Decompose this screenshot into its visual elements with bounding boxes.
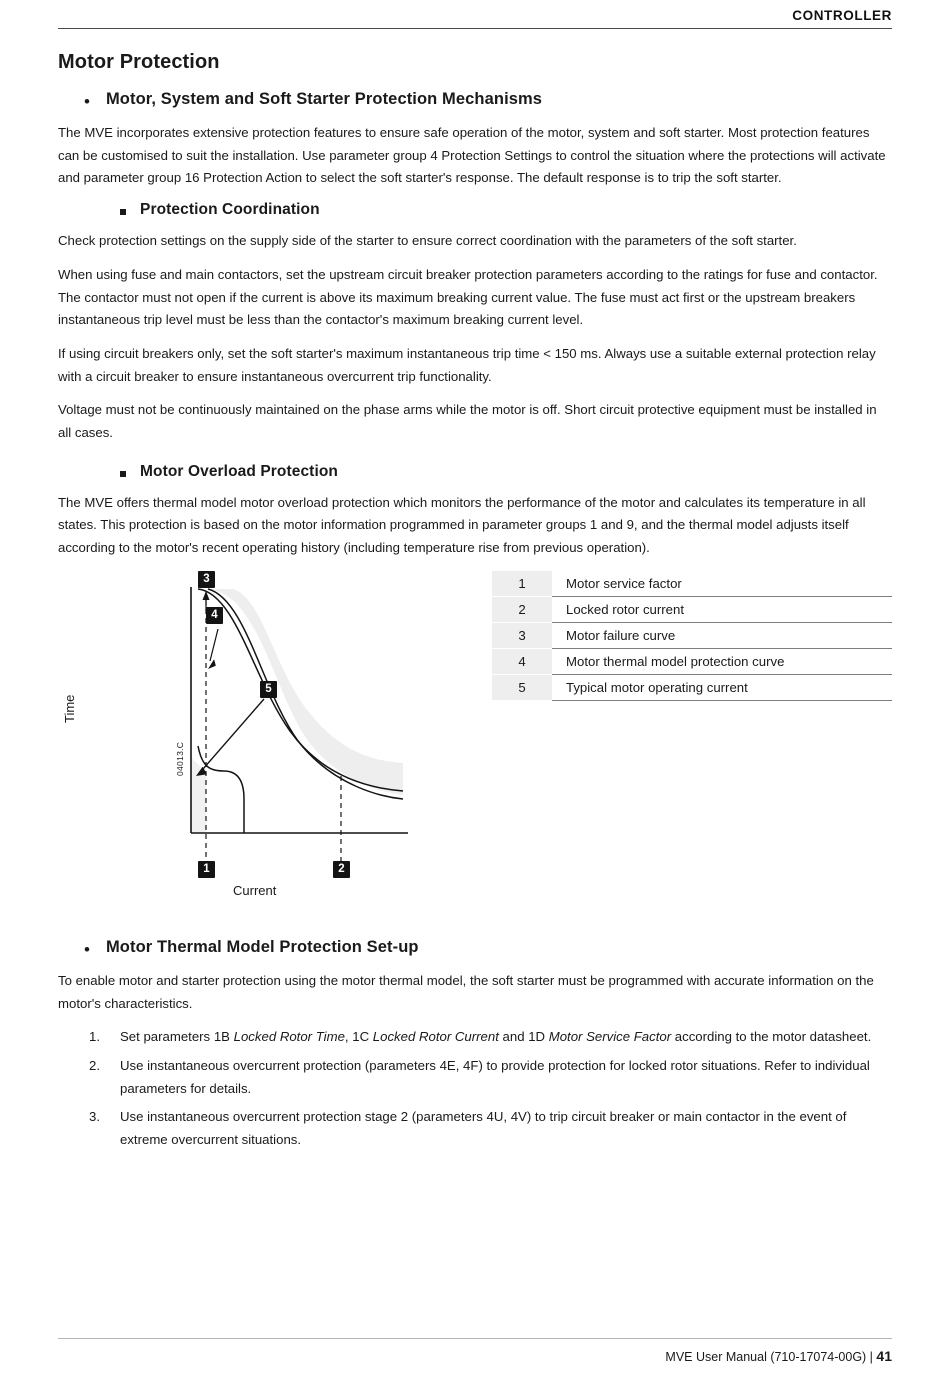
step-text-pre: Set parameters 1B: [120, 1029, 234, 1045]
list-item: [58, 1106, 892, 1151]
step-text-post: according to the motor datasheet.: [671, 1029, 872, 1045]
legend-number: 4: [492, 648, 552, 674]
marker-4: 4: [206, 607, 223, 624]
table-row: [492, 571, 892, 597]
heading-protection-mechanisms: [84, 90, 892, 110]
heading-text: Motor Overload Protection: [140, 462, 338, 480]
paragraph-protection-mechanisms: The MVE incorporates extensive protection features to ensure safe operation of the motor, system and soft starter. Most protection features can be customised to suit the installation. Use parameter group 4 Protection Settings to control the situation where the protections will activate and parameter group 16 Protection Action to select the soft starter's response. The default response is to trip the soft starter.: [58, 125, 886, 186]
legend-number: 2: [492, 596, 552, 622]
table-row: [492, 648, 892, 674]
marker-2: 2: [333, 861, 350, 878]
legend-number: 5: [492, 674, 552, 700]
page-title: Motor Protection: [58, 51, 220, 73]
list-item: [58, 1026, 892, 1049]
paragraph-coordination-4: Voltage must not be continuously maintained on the phase arms while the motor is off. Short circuit protective equipment must be installed in all cases.: [58, 402, 877, 441]
list-item: [58, 1055, 892, 1100]
table-row: [492, 622, 892, 648]
legend-number: 3: [492, 622, 552, 648]
marker-5: 5: [260, 681, 277, 698]
curve-diagram: [58, 571, 478, 921]
bullet-dot-icon: •: [84, 939, 90, 959]
figure-motor-protection-curves: [58, 571, 892, 926]
manual-reference: MVE User Manual (710-17074-00G) |: [665, 1350, 873, 1364]
legend-description: Typical motor operating current: [552, 674, 892, 700]
heading-motor-overload-protection: [120, 463, 892, 481]
setup-steps-list: [58, 1026, 892, 1152]
step-param-locked-rotor-current: Locked Rotor Current: [372, 1029, 499, 1045]
square-bullet-icon: [120, 471, 126, 477]
heading-protection-coordination: [120, 201, 892, 219]
page-footer: [58, 1338, 892, 1364]
y-axis-label: Time: [62, 694, 77, 723]
header-divider: [58, 28, 892, 29]
legend-description: Motor thermal model protection curve: [552, 648, 892, 674]
step-param-locked-rotor-time: Locked Rotor Time: [233, 1029, 345, 1045]
page-number: 41: [876, 1348, 892, 1364]
legend-table: [492, 571, 892, 701]
step-text-mid2: and 1D: [498, 1029, 549, 1045]
legend-description: Motor service factor: [552, 571, 892, 597]
footer-text: [58, 1348, 892, 1364]
bullet-dot-icon: •: [84, 92, 90, 111]
paragraph-coordination-3: If using circuit breakers only, set the soft starter's maximum instantaneous trip time < 150 ms. Always use a suitable external protection relay with a circuit breaker to ensure instantaneous overcurrent trip functionality.: [58, 345, 876, 384]
marker-1: 1: [198, 861, 215, 878]
heading-text: Protection Coordination: [140, 201, 320, 219]
paragraph-motor-overload: The MVE offers thermal model motor overload protection which monitors the performance of the motor and calculates its temperature in all states. This protection is based on the motor information programmed in parameter groups 1 and 9, and the thermal model adjusts itself according to the motor's recent operating history (including temperature rise from previous operation).: [58, 494, 866, 556]
protection-curve-chart: [58, 571, 478, 921]
legend-description: Motor failure curve: [552, 622, 892, 648]
heading-text: Motor, System and Soft Starter Protection Mechanisms: [105, 90, 543, 108]
step-param-motor-service-factor: Motor Service Factor: [548, 1029, 672, 1045]
legend-description: Locked rotor current: [552, 596, 892, 622]
marker-3: 3: [198, 571, 215, 588]
step-text-mid1: , 1C: [344, 1029, 373, 1045]
paragraph-coordination-1: Check protection settings on the supply side of the starter to ensure correct coordination with the parameters of the soft starter.: [58, 233, 797, 249]
table-row: [492, 596, 892, 622]
step-text: Use instantaneous overcurrent protection stage 2 (parameters 4U, 4V) to trip circuit breaker or main contactor in the event of extreme overcurrent situations.: [120, 1109, 847, 1148]
heading-thermal-model-setup: [84, 938, 892, 958]
figure-code: 04013.C: [175, 741, 185, 776]
square-bullet-icon: [120, 209, 126, 215]
paragraph-thermal-setup: To enable motor and starter protection using the motor thermal model, the soft starter must be programmed with accurate information on the motor's characteristics.: [58, 972, 874, 1011]
step-text: Use instantaneous overcurrent protection (parameters 4E, 4F) to provide protection for locked rotor situations. Refer to individual parameters for details.: [120, 1057, 870, 1096]
heading-text: Motor Thermal Model Protection Set-up: [105, 937, 419, 956]
paragraph-coordination-2: When using fuse and main contactors, set the upstream circuit breaker protection parameters according to the ratings for fuse and contactor. The contactor must not open if the current is above its maximum breaking current value. The fuse must act first or the upstream breakers instantaneous trip level must be less than the contactor's maximum breaking current level.: [58, 266, 878, 328]
table-row: [492, 674, 892, 700]
legend-number: 1: [492, 571, 552, 597]
x-axis-label: Current: [233, 882, 277, 898]
footer-divider: [58, 1338, 892, 1339]
page-header: [58, 0, 892, 29]
header-title: CONTROLLER: [792, 8, 892, 23]
